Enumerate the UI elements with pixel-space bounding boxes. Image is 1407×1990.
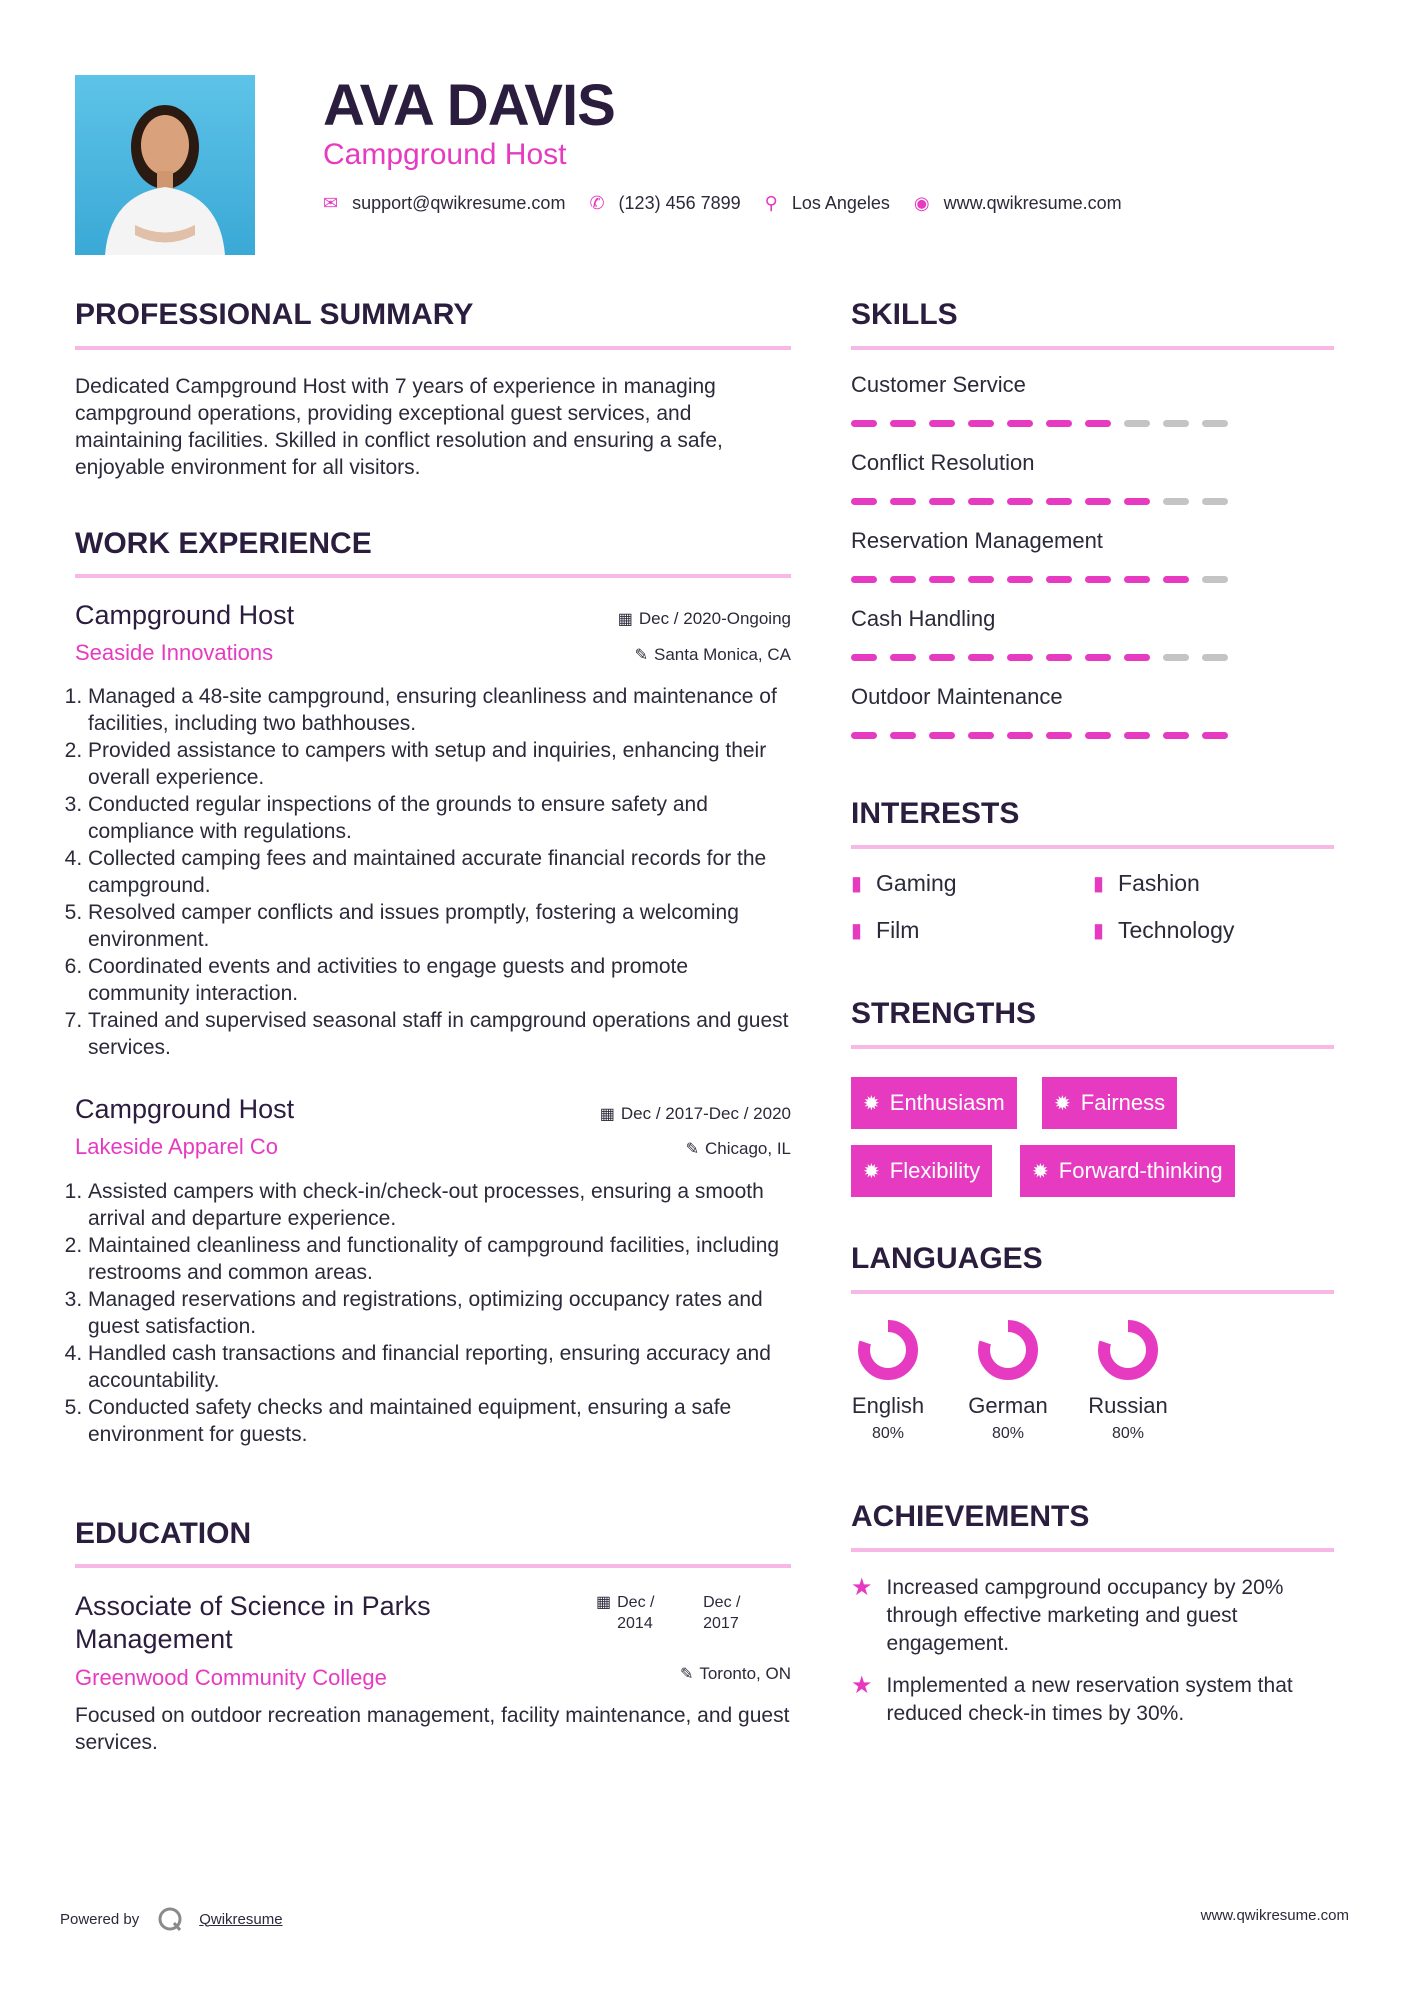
strength-label: Flexibility (889, 1158, 981, 1183)
languages-list (838, 1318, 1198, 1443)
interest-item (851, 870, 957, 897)
email-icon: ✉ (323, 193, 339, 213)
pushpin-icon: ✎ (679, 1666, 694, 1683)
strength-tag (851, 1145, 992, 1197)
interests-heading: INTERESTS (851, 797, 1020, 830)
person-photo-illustration (75, 75, 255, 255)
globe-icon: ◉ (913, 193, 930, 213)
language-name: English (851, 1393, 925, 1418)
education-location (680, 1664, 791, 1684)
skill-level-dot (1007, 576, 1033, 583)
skill-level-dot (890, 732, 916, 739)
language-item (1078, 1318, 1178, 1443)
strength-tag (851, 1077, 1017, 1129)
language-name: German (968, 1393, 1048, 1418)
summary-heading: PROFESSIONAL SUMMARY (75, 298, 474, 331)
list-item: 6. Coordinated events and activities to engage guests and promote community interaction. (88, 953, 792, 1007)
language-ring (1096, 1318, 1160, 1382)
summary-text: Dedicated Campground Host with 7 years of experience in managing campground operations, providing exceptional guest services, and maintaining facilities. Skilled in conflict resolution and ensuring a safe, enjoyable environment for all visitors. (75, 375, 723, 479)
skill-level-dot (851, 420, 877, 427)
education-divider (75, 1564, 791, 1568)
skill-label: Outdoor Maintenance (851, 684, 1063, 709)
achievement-item (851, 1574, 1321, 1658)
interest-item (1093, 870, 1200, 897)
education-dates (596, 1592, 759, 1634)
list-item: 4. Handled cash transactions and financial reporting, ensuring accuracy and accountability. (88, 1340, 792, 1394)
language-name: Russian (1088, 1393, 1168, 1418)
interest-label: Technology (1118, 917, 1235, 943)
candidate-name: AVA DAVIS (323, 73, 615, 138)
skill-row (851, 372, 1331, 450)
education-date-end: Dec / 2017 (703, 1594, 741, 1632)
language-ring (976, 1318, 1040, 1382)
skill-level-bar (851, 576, 1331, 583)
calendar-icon: ▦ (599, 1106, 615, 1123)
contact-website[interactable]: www.qwikresume.com (943, 193, 1122, 213)
interest-item (1093, 917, 1234, 944)
education-heading: EDUCATION (75, 1517, 252, 1550)
skill-level-dot (968, 654, 994, 661)
qwikresume-link[interactable]: Qwikresume (199, 1910, 283, 1928)
language-ring (856, 1318, 920, 1382)
list-item: 2. Provided assistance to campers with setup and inquiries, enhancing their overall experience. (88, 737, 792, 791)
calendar-icon: ▦ (617, 611, 633, 628)
skill-level-dot (1046, 576, 1072, 583)
job-title: Campground Host (75, 1094, 295, 1124)
contact-email[interactable]: support@qwikresume.com (352, 193, 566, 213)
achievements-heading: ACHIEVEMENTS (851, 1500, 1090, 1533)
book-icon: ▮ (851, 873, 863, 895)
skill-level-dot (1046, 420, 1072, 427)
book-icon: ▮ (1093, 873, 1105, 895)
achievement-item (851, 1672, 1321, 1728)
interest-label: Fashion (1118, 870, 1200, 896)
strength-tag (1042, 1077, 1177, 1129)
skill-level-dot (890, 654, 916, 661)
footer-brand (60, 1904, 283, 1934)
skill-level-dot (1163, 420, 1189, 427)
language-percent: 80% (991, 1425, 1025, 1442)
list-item: 2. Maintained cleanliness and functionality of campground facilities, including restrooms and common areas. (88, 1232, 792, 1286)
interest-label: Gaming (876, 870, 957, 896)
skill-level-dot (851, 576, 877, 583)
calendar-icon: ▦ (596, 1594, 612, 1611)
experience-heading: WORK EXPERIENCE (75, 527, 372, 560)
strengths-divider (851, 1045, 1334, 1049)
strength-label: Forward-thinking (1058, 1158, 1223, 1183)
badge-icon: ✹ (1054, 1092, 1071, 1115)
skill-level-dot (1007, 732, 1033, 739)
book-icon: ▮ (1093, 920, 1105, 942)
skill-label: Customer Service (851, 372, 1026, 397)
summary-divider (75, 346, 791, 350)
language-percent: 80% (871, 1425, 905, 1442)
skill-level-dot (1124, 420, 1150, 427)
skill-level-bar (851, 498, 1331, 505)
skill-level-dot (1202, 654, 1228, 661)
skill-level-dot (929, 576, 955, 583)
powered-by-label: Powered by (60, 1910, 140, 1928)
skill-level-dot (1202, 576, 1228, 583)
badge-icon: ✹ (863, 1092, 880, 1115)
job-location-text: Chicago, IL (705, 1139, 791, 1158)
language-ring-arc (864, 1326, 912, 1374)
phone-icon: ✆ (589, 193, 605, 213)
skills-list (851, 372, 1331, 762)
skill-level-dot (1085, 654, 1111, 661)
language-ring-arc (984, 1326, 1032, 1374)
skill-label: Conflict Resolution (851, 450, 1035, 475)
skill-level-dot (1124, 654, 1150, 661)
badge-icon: ✹ (863, 1160, 880, 1183)
skill-level-dot (890, 498, 916, 505)
job-dates-text: Dec / 2017-Dec / 2020 (620, 1104, 791, 1123)
achievements-divider (851, 1548, 1334, 1552)
candidate-role: Campground Host (323, 138, 567, 171)
skill-level-dot (968, 576, 994, 583)
list-item: 7. Trained and supervised seasonal staff in campground operations and guest services. (88, 1007, 792, 1061)
footer-url[interactable]: www.qwikresume.com (1200, 1907, 1349, 1924)
list-item: 4. Collected camping fees and maintained accurate financial records for the campground. (88, 845, 792, 899)
job-company: Seaside Innovations (75, 640, 274, 665)
education-location-text: Toronto, ON (699, 1664, 791, 1683)
achievement-text: Increased campground occupancy by 20% through effective marketing and guest engagement. (886, 1576, 1284, 1655)
skill-level-dot (968, 498, 994, 505)
school-name: Greenwood Community College (75, 1665, 387, 1690)
job-dates-text: Dec / 2020-Ongoing (638, 609, 791, 628)
job-bullets (70, 1178, 792, 1448)
star-icon: ★ (851, 1574, 873, 1601)
skill-level-dot (851, 654, 877, 661)
skill-level-dot (929, 420, 955, 427)
skill-level-dot (851, 732, 877, 739)
qwikresume-logo-icon (155, 1904, 185, 1934)
list-item: 3. Managed reservations and registrations, optimizing occupancy rates and guest satisfaction. (88, 1286, 792, 1340)
skill-level-dot (1163, 576, 1189, 583)
list-item: 5. Conducted safety checks and maintained equipment, ensuring a safe environment for guests. (88, 1394, 792, 1448)
list-item: 1. Assisted campers with check-in/check-out processes, ensuring a smooth arrival and departure experience. (88, 1178, 792, 1232)
contact-bar (323, 193, 1146, 214)
skill-level-bar (851, 420, 1331, 427)
skill-level-dot (1007, 654, 1033, 661)
skill-level-dot (890, 420, 916, 427)
achievement-text: Implemented a new reservation system that reduced check-in times by 30%. (886, 1674, 1293, 1725)
book-icon: ▮ (851, 920, 863, 942)
star-icon: ★ (851, 1672, 873, 1699)
education-date-start: Dec / 2014 (617, 1594, 655, 1632)
job-title: Campground Host (75, 600, 295, 630)
skill-level-dot (1007, 498, 1033, 505)
list-item: 1. Managed a 48-site campground, ensuring cleanliness and maintenance of facilities, including two bathhouses. (88, 683, 792, 737)
job-dates (600, 1104, 791, 1124)
skill-level-dot (1202, 732, 1228, 739)
job-bullets (70, 683, 792, 1061)
languages-divider (851, 1290, 1334, 1294)
skills-divider (851, 346, 1334, 350)
skill-level-dot (1163, 732, 1189, 739)
location-pin-icon: ⚲ (764, 193, 778, 213)
language-percent: 80% (1111, 1425, 1145, 1442)
contact-location: Los Angeles (791, 193, 890, 213)
skill-level-dot (1124, 732, 1150, 739)
language-ring-arc (1104, 1326, 1152, 1374)
skill-label: Cash Handling (851, 606, 996, 631)
skill-level-dot (890, 576, 916, 583)
skill-level-dot (1046, 732, 1072, 739)
contact-phone[interactable]: (123) 456 7899 (618, 193, 741, 213)
skill-level-dot (851, 498, 877, 505)
interest-item (851, 917, 919, 944)
list-item: 3. Conducted regular inspections of the grounds to ensure safety and compliance with regulations. (88, 791, 792, 845)
languages-heading: LANGUAGES (851, 1242, 1043, 1275)
job-location-text: Santa Monica, CA (653, 645, 791, 664)
skill-level-dot (1046, 498, 1072, 505)
skill-level-dot (1163, 498, 1189, 505)
job-dates (618, 609, 791, 629)
skills-heading: SKILLS (851, 298, 958, 331)
skill-level-dot (968, 732, 994, 739)
skill-label: Reservation Management (851, 528, 1103, 553)
skill-level-dot (1007, 420, 1033, 427)
interest-label: Film (876, 917, 920, 943)
skill-row (851, 528, 1331, 606)
skill-level-dot (1085, 498, 1111, 505)
skill-level-dot (1085, 420, 1111, 427)
skill-level-bar (851, 654, 1331, 661)
skill-level-dot (1163, 654, 1189, 661)
skill-level-dot (1202, 498, 1228, 505)
strength-label: Fairness (1080, 1090, 1166, 1115)
skill-row (851, 606, 1331, 684)
language-item (958, 1318, 1058, 1443)
skill-level-dot (1085, 576, 1111, 583)
language-item (838, 1318, 938, 1443)
degree-title: Associate of Science in Parks Management (75, 1591, 431, 1654)
strengths-heading: STRENGTHS (851, 997, 1037, 1030)
education-text: Focused on outdoor recreation management, facility maintenance, and guest services. (75, 1704, 790, 1754)
job-location (635, 645, 791, 665)
strength-label: Enthusiasm (889, 1090, 1005, 1115)
list-item: 5. Resolved camper conflicts and issues promptly, fostering a welcoming environment. (88, 899, 792, 953)
skill-level-dot (1124, 576, 1150, 583)
pushpin-icon: ✎ (634, 647, 648, 664)
interests-divider (851, 845, 1334, 849)
skill-level-dot (929, 654, 955, 661)
skill-level-dot (929, 498, 955, 505)
skill-level-dot (1202, 420, 1228, 427)
skill-level-bar (851, 732, 1331, 739)
skill-row (851, 450, 1331, 528)
skill-row (851, 684, 1331, 762)
experience-divider (75, 574, 791, 578)
profile-photo (75, 75, 255, 255)
skill-level-dot (1085, 732, 1111, 739)
skill-level-dot (968, 420, 994, 427)
strength-tag (1020, 1145, 1235, 1197)
job-company: Lakeside Apparel Co (75, 1134, 279, 1159)
skill-level-dot (929, 732, 955, 739)
job-location (686, 1139, 791, 1159)
pushpin-icon: ✎ (685, 1141, 699, 1158)
badge-icon: ✹ (1032, 1160, 1049, 1183)
skill-level-dot (1046, 654, 1072, 661)
skill-level-dot (1124, 498, 1150, 505)
